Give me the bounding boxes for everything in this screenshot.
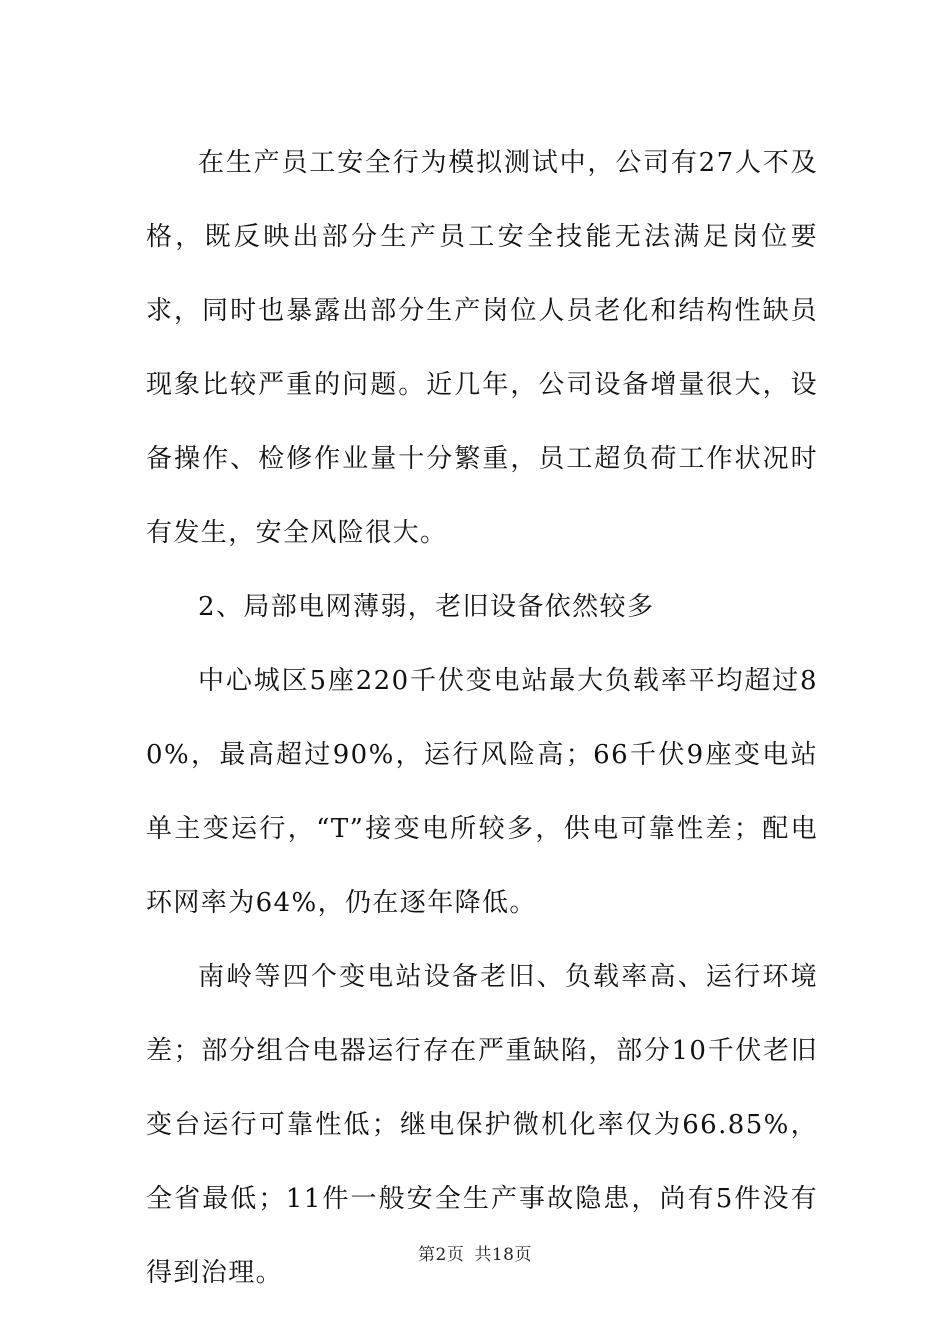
page-total: 共18页 <box>474 1245 532 1265</box>
page-footer <box>0 1240 950 1265</box>
paragraph-training-results: 在生产员工安全行为模拟测试中，公司有27人不及格，既反映出部分生产员工安全技能无法满足岗位要求，同时也暴露出部分生产岗位人员老化和结构性缺员现象比较严重的问题。近几年，公司设备增量很大，设备操作、检修作业量十分繁重，员工超负荷工作状况时有发生，安全风险很大。 <box>146 148 818 548</box>
paragraph-old-equipment: 南岭等四个变电站设备老旧、负载率高、运行环境差；部分组合电器运行存在严重缺陷，部分10千伏老旧变台运行可靠性低；继电保护微机化率仅为66.85%，全省最低；11件一般安全生产事故隐患，尚有5件没有得到治理。 <box>146 962 818 1288</box>
page-number: 第2页 <box>418 1245 465 1265</box>
document-body <box>146 126 818 1310</box>
paragraph-substation-load: 中心城区5座220千伏变电站最大负载率平均超过80%，最高超过90%，运行风险高；66千伏9座变电站单主变运行，“T”接变电所较多，供电可靠性差；配电环网率为64%，仍在逐年降低。 <box>146 666 818 918</box>
section-heading-grid-weakness: 2、局部电网薄弱，老旧设备依然较多 <box>198 592 655 622</box>
